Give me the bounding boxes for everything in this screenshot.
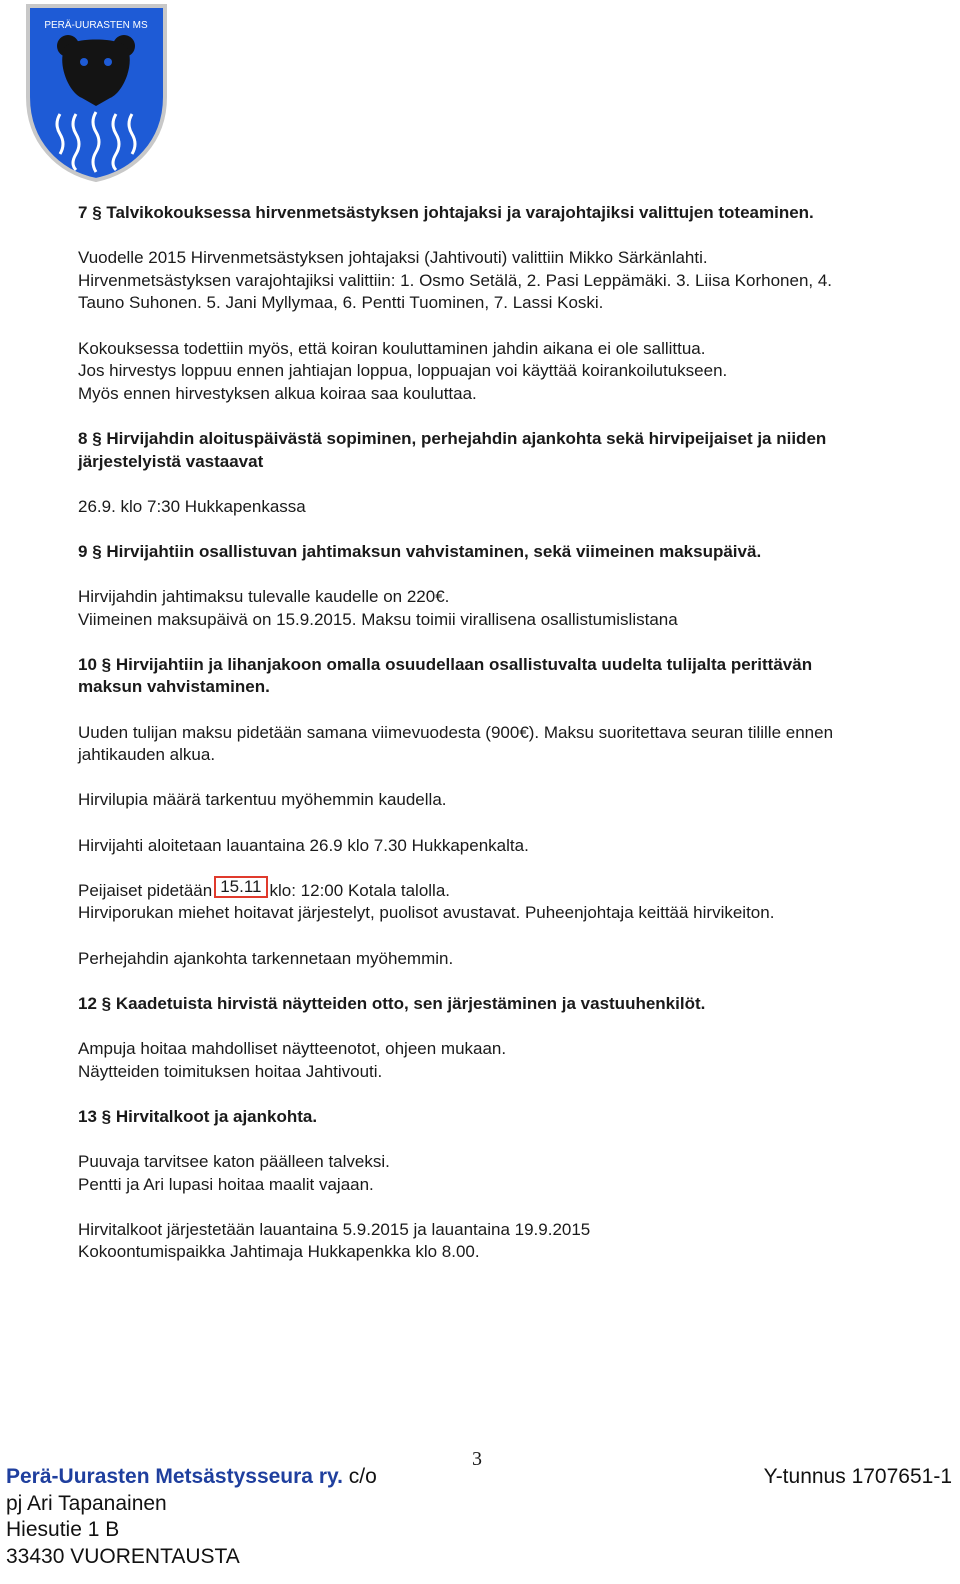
section-number: 13 — [78, 1106, 97, 1126]
section-9-title — [78, 541, 878, 564]
minutes-content — [78, 202, 878, 1287]
club-logo — [24, 2, 169, 184]
section-13-title — [78, 1106, 878, 1129]
paragraph — [78, 835, 878, 858]
text-line: Hirviporukan miehet hoitavat järjestelyt, puolisot avustavat. Puheenjohtaja keittää hirvikeiton. — [78, 903, 775, 923]
section-7-title — [78, 202, 878, 225]
business-id: Y-tunnus 1707651-1 — [763, 1465, 952, 1488]
peijaiset-paragraph — [78, 876, 878, 925]
paragraph — [78, 247, 878, 315]
footer-line-3: Hiesutie 1 B — [6, 1518, 120, 1541]
text-line: Myös ennen hirvestyksen alkua koiraa saa kouluttaa. — [78, 383, 477, 403]
section-title-text: Hirvijahtiin ja lihanjakoon omalla osuudellaan osallistuvalta uudelta tulijalta perittävän maksun vahvistaminen. — [78, 654, 813, 697]
bear-head-shield-icon — [24, 2, 169, 184]
section-title-text: Kaadetuista hirvistä näytteiden otto, sen järjestäminen ja vastuuhenkilöt. — [115, 993, 706, 1013]
section-number: 12 — [78, 993, 97, 1013]
section-number: 8 — [78, 428, 88, 448]
footer-line-1 — [6, 1464, 952, 1491]
text-line: Uuden tulijan maksu pidetään samana viimevuodesta (900€). Maksu suoritettava seuran tilille ennen jahtikauden alkua. — [78, 722, 834, 765]
text-line: Pentti ja Ari lupasi hoitaa maalit vajaan. — [78, 1174, 374, 1194]
paragraph — [78, 948, 878, 971]
footer — [6, 1464, 952, 1570]
text-line: 26.9. klo 7:30 Hukkapenkassa — [78, 496, 306, 516]
logo-text: PERÄ-UURASTEN MS — [44, 20, 148, 31]
section-number: 7 — [78, 203, 88, 222]
section-title-text: Hirvijahdin aloituspäivästä sopiminen, perhejahdin ajankohta sekä hirvipeijaiset ja niiden järjestelyistä vastaavat — [78, 428, 827, 471]
paragraph — [78, 496, 878, 519]
org-name: Perä-Uurasten Metsästysseura ry. — [6, 1465, 343, 1488]
peijaiset-before: Peijaiset pidetään — [78, 880, 213, 900]
text-line: Hirvijahdin jahtimaksu tulevalle kaudelle on 220€. — [78, 587, 450, 607]
paragraph — [78, 1038, 878, 1083]
section-8-title — [78, 428, 878, 473]
section-number: 10 — [78, 654, 97, 674]
text-line — [78, 876, 878, 903]
paragraph — [78, 722, 878, 767]
text-line: Ampuja hoitaa mahdolliset näytteenotot, ohjeen mukaan. — [78, 1038, 507, 1058]
page-number: 3 — [472, 1448, 482, 1470]
text-line: Hirvilupia määrä tarkentuu myöhemmin kaudella. — [78, 790, 447, 810]
text-line: Jos hirvestys loppuu ennen jahtiajan loppua, loppuajan voi käyttää koirankoilutukseen. — [78, 361, 728, 381]
footer-org-line — [6, 1464, 377, 1491]
text-line: Hirvenmetsästyksen varajohtajiksi valittiin: 1. Osmo Setälä, 2. Pasi Leppämäki. 3. Liisa Korhonen, 4. Tauno Suhonen. 5. Jani Myllymaa, 6. Pentti Tuominen, 7. Lassi Koski. — [78, 270, 833, 313]
section-sign: § — [101, 1106, 112, 1126]
peijaiset-after: klo: 12:00 Kotala talolla. — [269, 880, 451, 900]
text-line: Vuodelle 2015 Hirvenmetsästyksen johtajaksi (Jahtivouti) valittiin Mikko Särkänlahti. — [78, 248, 708, 268]
section-sign: § — [101, 654, 112, 674]
text-line: Viimeinen maksupäivä on 15.9.2015. Maksu toimii virallisena osallistumislistana — [78, 609, 678, 629]
section-12-title — [78, 993, 878, 1016]
paragraph — [78, 338, 878, 406]
section-title-text: Hirvijahtiin osallistuvan jahtimaksun vahvistaminen, sekä viimeinen maksupäivä. — [106, 541, 762, 561]
text-line: Puuvaja tarvitsee katon päälleen talveksi. — [78, 1151, 390, 1171]
peijaiset-date-box: 15.11 — [214, 876, 267, 898]
text-line: Kokouksessa todettiin myös, että koiran kouluttaminen jahdin aikana ei ole sallittua. — [78, 338, 706, 358]
text-line: Hirvitalkoot järjestetään lauantaina 5.9.2015 ja lauantaina 19.9.2015 — [78, 1219, 591, 1239]
section-sign: § — [92, 203, 102, 222]
text-line: Perhejahdin ajankohta tarkennetaan myöhemmin. — [78, 948, 454, 968]
text-line: Näytteiden toimituksen hoitaa Jahtivouti. — [78, 1061, 383, 1081]
paragraph — [78, 789, 878, 812]
text-line: Kokoontumispaikka Jahtimaja Hukkapenkka klo 8.00. — [78, 1242, 480, 1262]
section-sign: § — [92, 541, 102, 561]
section-number: 9 — [78, 541, 88, 561]
paragraph — [78, 586, 878, 631]
care-of: c/o — [348, 1465, 377, 1488]
paragraph — [78, 1219, 878, 1264]
footer-line-4: 33430 VUORENTAUSTA — [6, 1544, 240, 1568]
footer-line-2: pj Ari Tapanainen — [6, 1491, 167, 1515]
section-title-text: Hirvitalkoot ja ajankohta. — [115, 1106, 318, 1126]
text-line: Hirvijahti aloitetaan lauantaina 26.9 klo 7.30 Hukkapenkalta. — [78, 835, 529, 855]
section-title-text: Talvikokouksessa hirvenmetsästyksen johtajaksi ja varajohtajiksi valittujen toteaminen. — [106, 203, 814, 222]
section-sign: § — [92, 428, 102, 448]
section-sign: § — [101, 993, 112, 1013]
section-10-title — [78, 654, 878, 699]
paragraph — [78, 1151, 878, 1196]
